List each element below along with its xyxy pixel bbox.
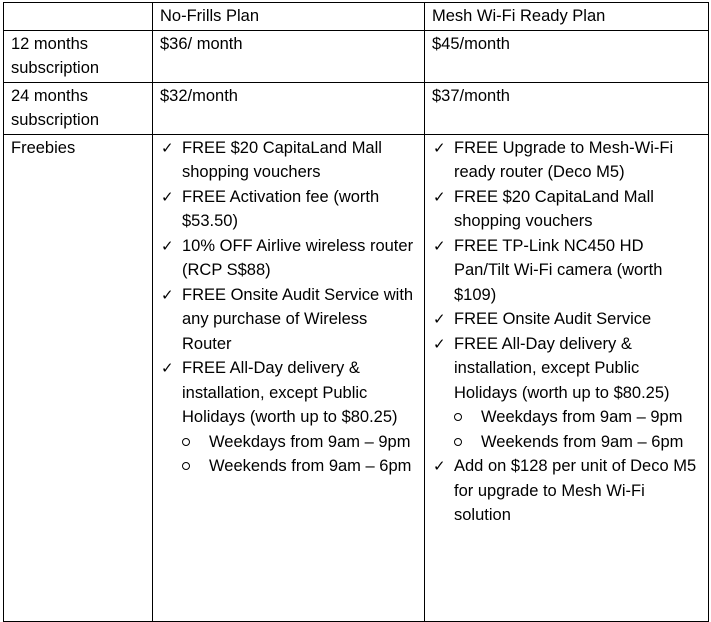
list-item <box>160 356 418 479</box>
freebie-text: FREE $20 CapitaLand Mall shopping vouchers <box>454 187 654 230</box>
list-item <box>182 430 418 455</box>
freebies-no-frills <box>153 134 425 621</box>
header-row <box>4 3 709 31</box>
freebie-text: FREE All-Day delivery & installation, except Public Holidays (worth up to $80.25) <box>454 334 670 402</box>
delivery-hours-list <box>454 405 702 454</box>
freebie-text: FREE Upgrade to Mesh-Wi-Fi ready router (Deco M5) <box>454 138 674 181</box>
freebie-text: FREE Activation fee (worth $53.50) <box>182 187 380 230</box>
list-item <box>160 283 418 357</box>
freebie-text: FREE Onsite Audit Service <box>454 310 652 328</box>
list-item <box>432 234 702 308</box>
delivery-hours-text: Weekdays from 9am – 9pm <box>481 408 683 426</box>
list-item <box>432 454 702 528</box>
check-mark-icon: ✓ <box>161 138 174 157</box>
list-item <box>160 136 418 185</box>
check-mark-icon: ✓ <box>433 236 446 255</box>
list-item <box>182 454 418 479</box>
check-mark-icon: ✓ <box>161 236 174 255</box>
row-label-24-months: 24 months subscription <box>4 82 153 134</box>
header-cell-empty <box>4 3 153 31</box>
list-item <box>160 234 418 283</box>
list-item <box>454 405 702 430</box>
delivery-hours-text: Weekends from 9am – 6pm <box>209 457 412 475</box>
check-mark-icon: ✓ <box>433 457 446 475</box>
freebie-text: FREE All-Day delivery & installation, except Public Holidays (worth up to $80.25) <box>182 359 398 426</box>
list-item <box>454 430 702 455</box>
price-mesh-24-months: $37/month <box>425 82 709 134</box>
list-item <box>432 185 702 234</box>
header-mesh-wifi-ready-plan: Mesh Wi-Fi Ready Plan <box>425 3 709 31</box>
price-mesh-12-months: $45/month <box>425 30 709 82</box>
row-label-12-months: 12 months subscription <box>4 30 153 82</box>
freebie-text: FREE TP-Link NC450 HD Pan/Tilt Wi-Fi camera (worth $109) <box>454 236 663 304</box>
price-no-frills-12-months: $36/ month <box>153 30 425 82</box>
freebie-text: FREE Onsite Audit Service with any purchase of Wireless Router <box>182 285 414 353</box>
check-mark-icon: ✓ <box>433 334 446 353</box>
row-freebies <box>4 134 709 621</box>
check-mark-icon: ✓ <box>433 138 446 157</box>
hollow-circle-bullet-icon <box>454 413 462 421</box>
price-no-frills-24-months: $32/month <box>153 82 425 134</box>
hollow-circle-bullet-icon <box>182 438 190 446</box>
row-24-months <box>4 82 709 134</box>
no-frills-freebie-list <box>160 136 418 479</box>
hollow-circle-bullet-icon <box>454 438 462 446</box>
freebie-text: Add on $128 per unit of Deco M5 for upgrade to Mesh Wi-Fi solution <box>454 457 697 524</box>
freebie-text: FREE $20 CapitaLand Mall shopping vouchers <box>182 138 382 181</box>
row-label-freebies: Freebies <box>4 134 153 621</box>
check-mark-icon: ✓ <box>161 285 174 304</box>
header-no-frills-plan: No-Frills Plan <box>153 3 425 31</box>
row-12-months <box>4 30 709 82</box>
freebies-mesh <box>425 134 709 621</box>
mesh-freebie-list <box>432 136 702 528</box>
freebie-text: 10% OFF Airlive wireless router (RCP S$88) <box>182 236 414 279</box>
check-mark-icon: ✓ <box>433 310 446 328</box>
check-mark-icon: ✓ <box>433 187 446 206</box>
delivery-hours-text: Weekends from 9am – 6pm <box>481 432 684 451</box>
list-item <box>432 332 702 455</box>
check-mark-icon: ✓ <box>161 359 174 377</box>
delivery-hours-list <box>182 430 418 479</box>
check-mark-icon: ✓ <box>161 187 174 206</box>
list-item <box>160 185 418 234</box>
hollow-circle-bullet-icon <box>182 462 190 470</box>
list-item <box>432 136 702 185</box>
plan-comparison-table <box>3 2 709 622</box>
delivery-hours-text: Weekdays from 9am – 9pm <box>209 432 411 451</box>
list-item <box>432 307 702 332</box>
